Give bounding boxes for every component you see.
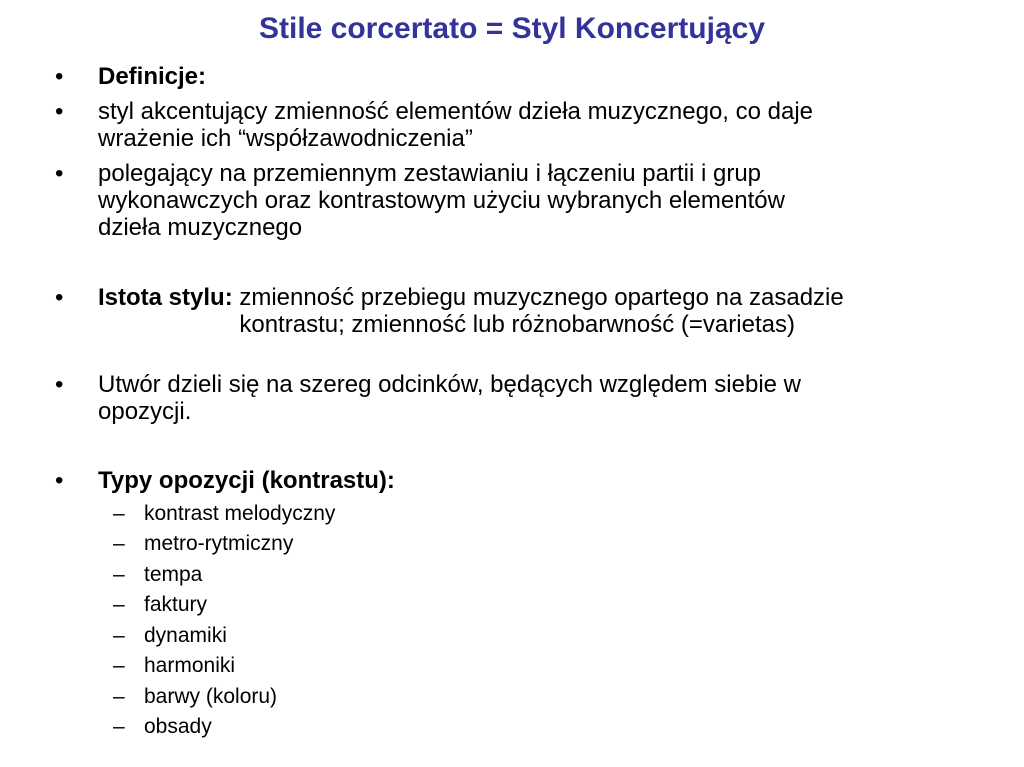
type-item: dynamiki bbox=[144, 624, 227, 647]
division-line-2: opozycji. bbox=[98, 398, 192, 425]
dash: – bbox=[113, 593, 125, 616]
division bbox=[98, 371, 998, 425]
types-label: Typy opozycji (kontrastu): bbox=[98, 467, 395, 494]
dash: – bbox=[113, 563, 125, 586]
type-item: kontrast melodyczny bbox=[144, 502, 336, 525]
essence-line-2: kontrastu; zmienność lub różnobarwność (=varietas) bbox=[239, 311, 795, 338]
dash: – bbox=[113, 685, 125, 708]
essence-line-1: zmienność przebiegu muzycznego opartego na zasadzie bbox=[239, 284, 844, 311]
bullet-dot: • bbox=[55, 63, 64, 90]
definitions-label: Definicje: bbox=[98, 63, 207, 90]
dash: – bbox=[113, 502, 125, 525]
definition-1 bbox=[98, 98, 998, 152]
bullet-dot: • bbox=[55, 98, 64, 125]
dash: – bbox=[113, 624, 125, 647]
bullet-dot: • bbox=[55, 160, 64, 187]
definition-2-line-1: polegający na przemiennym zestawianiu i łączeniu partii i grup bbox=[98, 160, 762, 187]
division-line-1: Utwór dzieli się na szereg odcinków, będących względem siebie w bbox=[98, 371, 802, 398]
type-item: faktury bbox=[144, 593, 208, 616]
type-item: obsady bbox=[144, 715, 212, 738]
type-item: harmoniki bbox=[144, 654, 236, 677]
bullet-dot: • bbox=[55, 371, 64, 398]
dash: – bbox=[113, 532, 125, 555]
slide-title: Stile corcertato = Styl Koncertujący bbox=[258, 12, 765, 45]
essence-label: Istota stylu: bbox=[98, 284, 233, 311]
dash: – bbox=[113, 715, 125, 738]
bullet-dot: • bbox=[55, 284, 64, 311]
dash: – bbox=[113, 654, 125, 677]
definition-2-line-3: dzieła muzycznego bbox=[98, 214, 303, 241]
type-item: metro-rytmiczny bbox=[144, 532, 294, 555]
essence bbox=[98, 284, 998, 338]
definition-2 bbox=[98, 160, 998, 241]
definition-1-line-1: styl akcentujący zmienność elementów dzieła muzycznego, co daje bbox=[98, 98, 814, 125]
essence-body bbox=[239, 284, 843, 338]
bullet-dot: • bbox=[55, 467, 64, 494]
definition-1-line-2: wrażenie ich “współzawodniczenia” bbox=[98, 125, 473, 152]
definition-2-line-2: wykonawczych oraz kontrastowym użyciu wybranych elementów bbox=[98, 187, 785, 214]
type-item: barwy (koloru) bbox=[144, 685, 278, 708]
type-item: tempa bbox=[144, 563, 203, 586]
